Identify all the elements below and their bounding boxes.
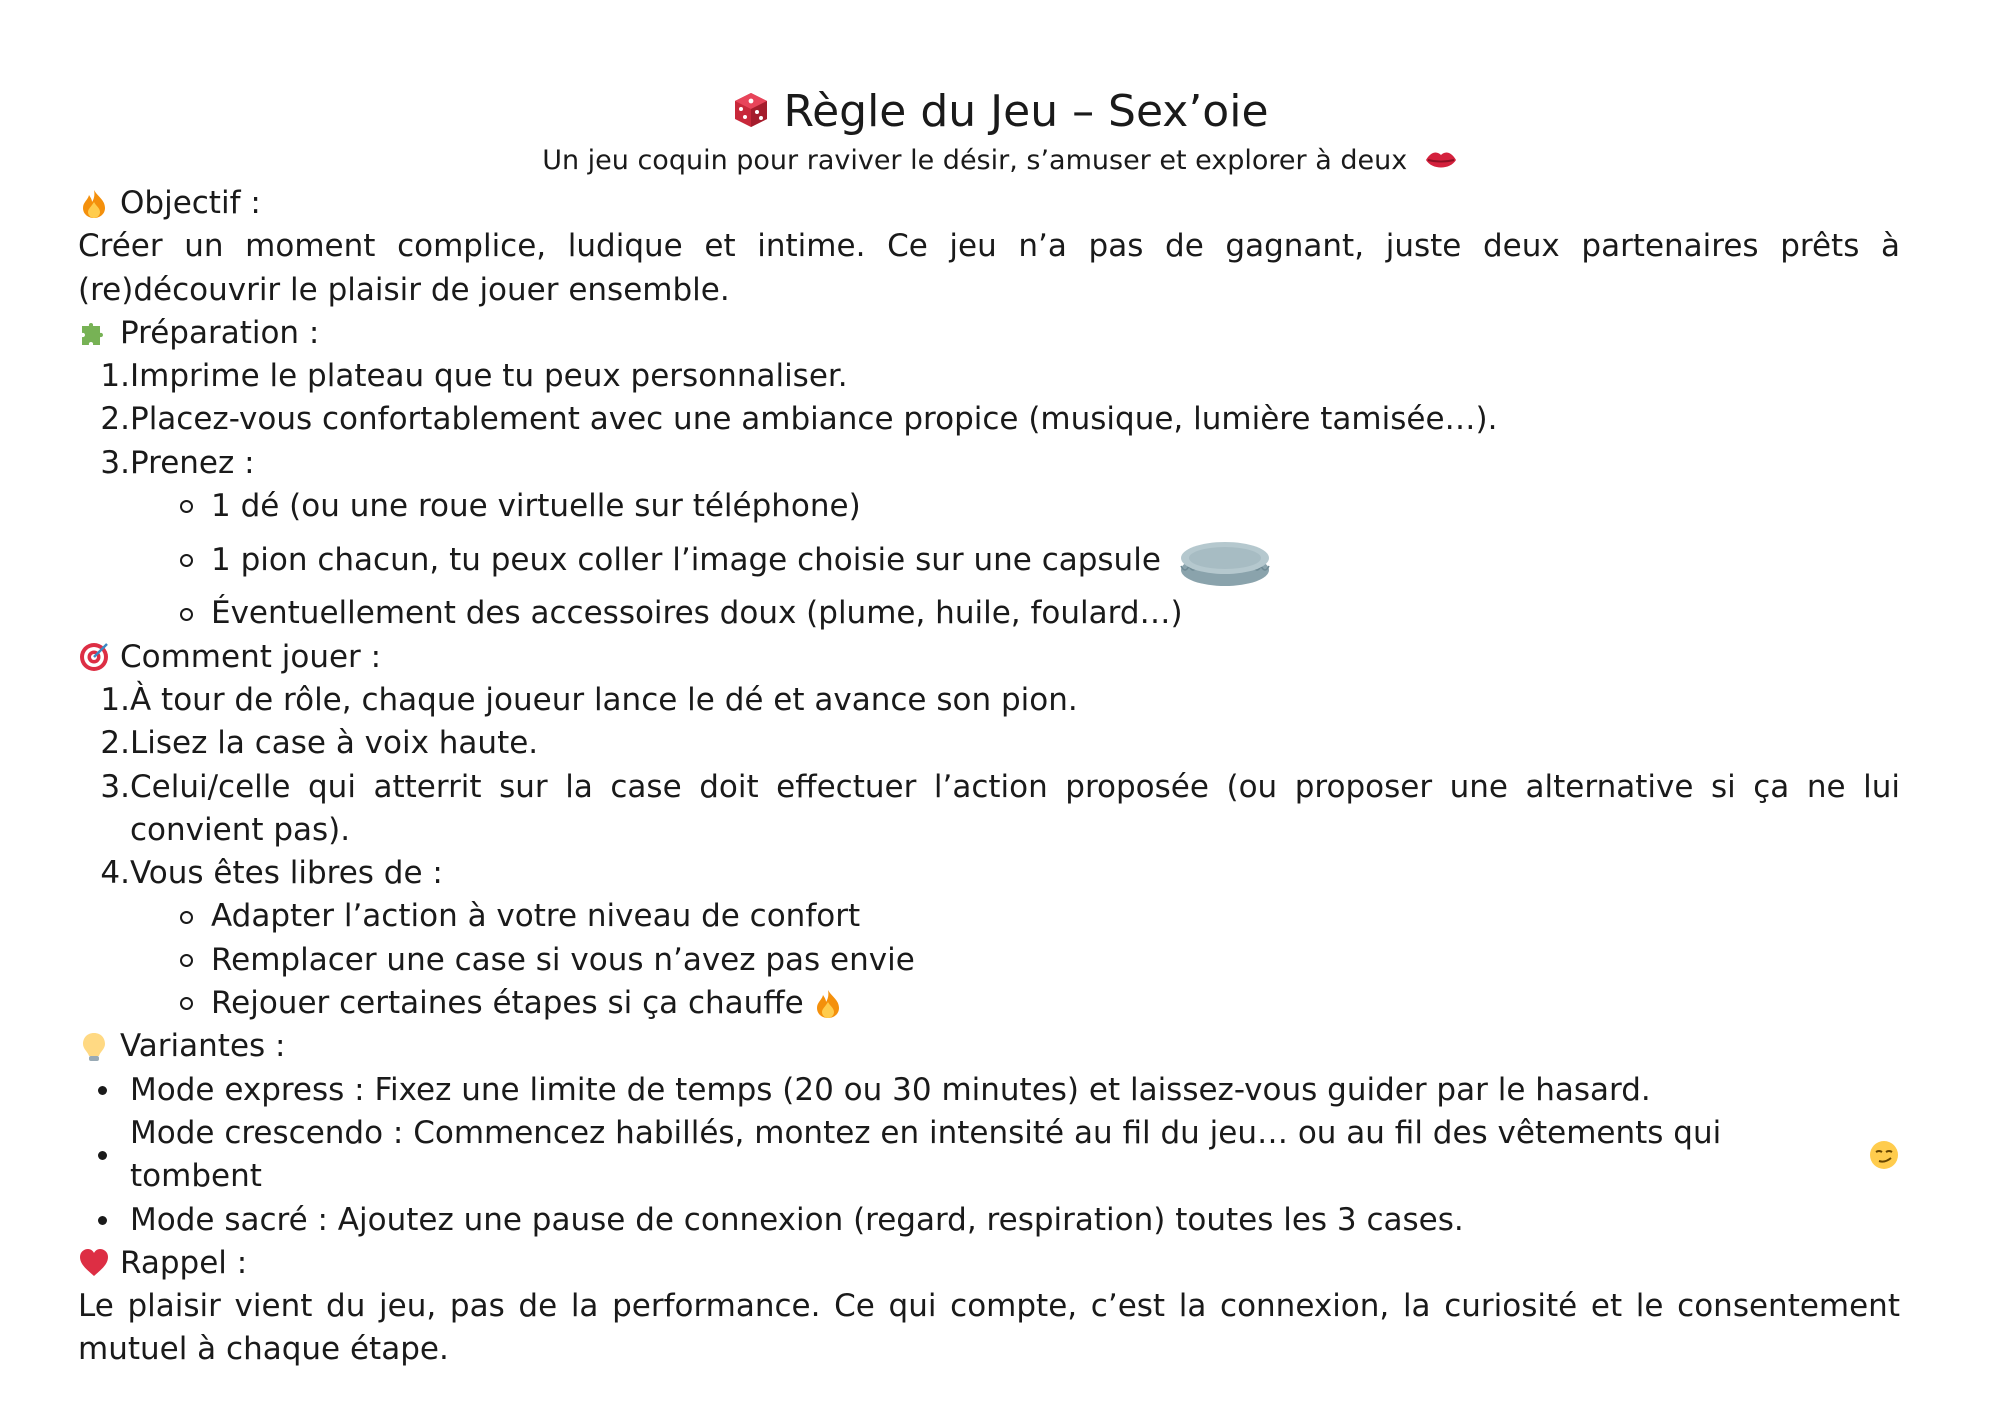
variante-item (78, 1112, 1900, 1199)
subitem-text: Éventuellement des accessoires doux (plume, huile, foulard…) (211, 595, 1183, 632)
preparation-step (78, 398, 1900, 441)
step-text: Placez-vous confortablement avec une ambiance propice (musique, lumière tamisée…). (130, 401, 1498, 438)
objectif-paragraph: Créer un moment complice, ludique et intime. Ce jeu n’a pas de gagnant, juste deux partenaires prêts à (re)découvrir le plaisir de jouer ensemble. (78, 228, 1900, 308)
step-number: 1. (100, 681, 130, 718)
preparation-subitem (78, 528, 1900, 592)
play-subitem (78, 895, 1900, 938)
play-subitem (78, 939, 1900, 982)
preparation-step (78, 442, 1900, 485)
rappel-heading-text: Rappel : (120, 1244, 248, 1281)
kiss-lips-icon (1424, 148, 1458, 172)
circle-bullet (180, 500, 193, 513)
play-step (78, 766, 1900, 853)
subitem-text: 1 pion chacun, tu peux coller l’image choisie sur une capsule (211, 541, 1161, 578)
circle-bullet (180, 554, 193, 567)
preparation-step (78, 355, 1900, 398)
objectif-heading-text: Objectif : (120, 185, 261, 221)
variante-text: Mode crescendo : Commencez habillés, montez en intensité au fil du jeu… ou au fil des vêtements qui tombent (130, 1114, 1722, 1195)
lightbulb-icon (78, 1031, 110, 1063)
subitem-text: Adapter l’action à votre niveau de confort (211, 898, 861, 935)
section-variantes-heading (78, 1025, 1900, 1068)
dot-bullet (98, 1151, 107, 1160)
subitem-text: 1 dé (ou une roue virtuelle sur téléphone) (211, 488, 861, 525)
step-text: Prenez : (130, 444, 255, 481)
page-title-row (0, 80, 2000, 144)
page-title: Règle du Jeu – Sex’oie (783, 86, 1269, 137)
rules-content (78, 182, 1900, 1372)
section-rappel-heading (78, 1242, 1900, 1285)
subitem-text: Remplacer une case si vous n’avez pas envie (211, 941, 915, 978)
variantes-heading-text: Variantes : (120, 1028, 286, 1065)
play-step (78, 722, 1900, 765)
step-number: 4. (100, 855, 130, 892)
variante-text: Mode sacré : Ajoutez une pause de connexion (regard, respiration) toutes les 3 cases. (130, 1201, 1464, 1238)
target-icon (78, 641, 110, 673)
fire-icon (78, 188, 110, 220)
step-text: Vous êtes libres de : (130, 855, 443, 892)
step-text: Celui/celle qui atterrit sur la case doit effectuer l’action proposée (ou proposer une alternative si ça ne lui convient pas). (130, 768, 1900, 848)
circle-bullet (180, 911, 193, 924)
step-text: Imprime le plateau que tu peux personnaliser. (130, 358, 848, 395)
variante-item (78, 1199, 1900, 1242)
fire-icon (812, 988, 844, 1020)
preparation-subitem (78, 485, 1900, 528)
puzzle-icon (78, 318, 110, 350)
variante-item (78, 1069, 1900, 1112)
circle-bullet (180, 608, 193, 621)
dot-bullet (98, 1086, 107, 1095)
step-text: Lisez la case à voix haute. (130, 725, 539, 762)
rappel-paragraph: Le plaisir vient du jeu, pas de la performance. Ce qui compte, c’est la connexion, la curiosité et le consentement mutuel à chaque étape. (78, 1288, 1900, 1368)
dot-bullet (98, 1216, 107, 1225)
subitem-text: Rejouer certaines étapes si ça chauffe (211, 985, 804, 1022)
heart-icon (78, 1247, 110, 1279)
variante-text: Mode express : Fixez une limite de temps (20 ou 30 minutes) et laissez-vous guider par le hasard. (130, 1071, 1651, 1108)
step-number: 3. (100, 444, 130, 481)
play-subitem (78, 982, 1900, 1025)
step-number: 2. (100, 725, 130, 762)
preparation-heading-text: Préparation : (120, 314, 320, 351)
section-comment-jouer-heading (78, 636, 1900, 679)
section-objectif-heading (78, 182, 1900, 225)
circle-bullet (180, 954, 193, 967)
smirk-face-icon (1868, 1139, 1900, 1171)
play-step (78, 679, 1900, 722)
comment-jouer-heading-text: Comment jouer : (120, 638, 382, 675)
step-number: 1. (100, 358, 130, 395)
subtitle-row (0, 142, 2000, 180)
page-subtitle: Un jeu coquin pour raviver le désir, s’amuser et explorer à deux (542, 145, 1408, 176)
section-preparation-heading (78, 312, 1900, 355)
preparation-subitem (78, 592, 1900, 635)
dice-icon (731, 90, 771, 130)
step-text: À tour de rôle, chaque joueur lance le dé et avance son pion. (130, 681, 1078, 718)
step-number: 2. (100, 401, 130, 438)
circle-bullet (180, 997, 193, 1010)
bottle-cap-icon (1179, 536, 1271, 592)
step-number: 3. (100, 768, 130, 805)
play-step (78, 852, 1900, 895)
